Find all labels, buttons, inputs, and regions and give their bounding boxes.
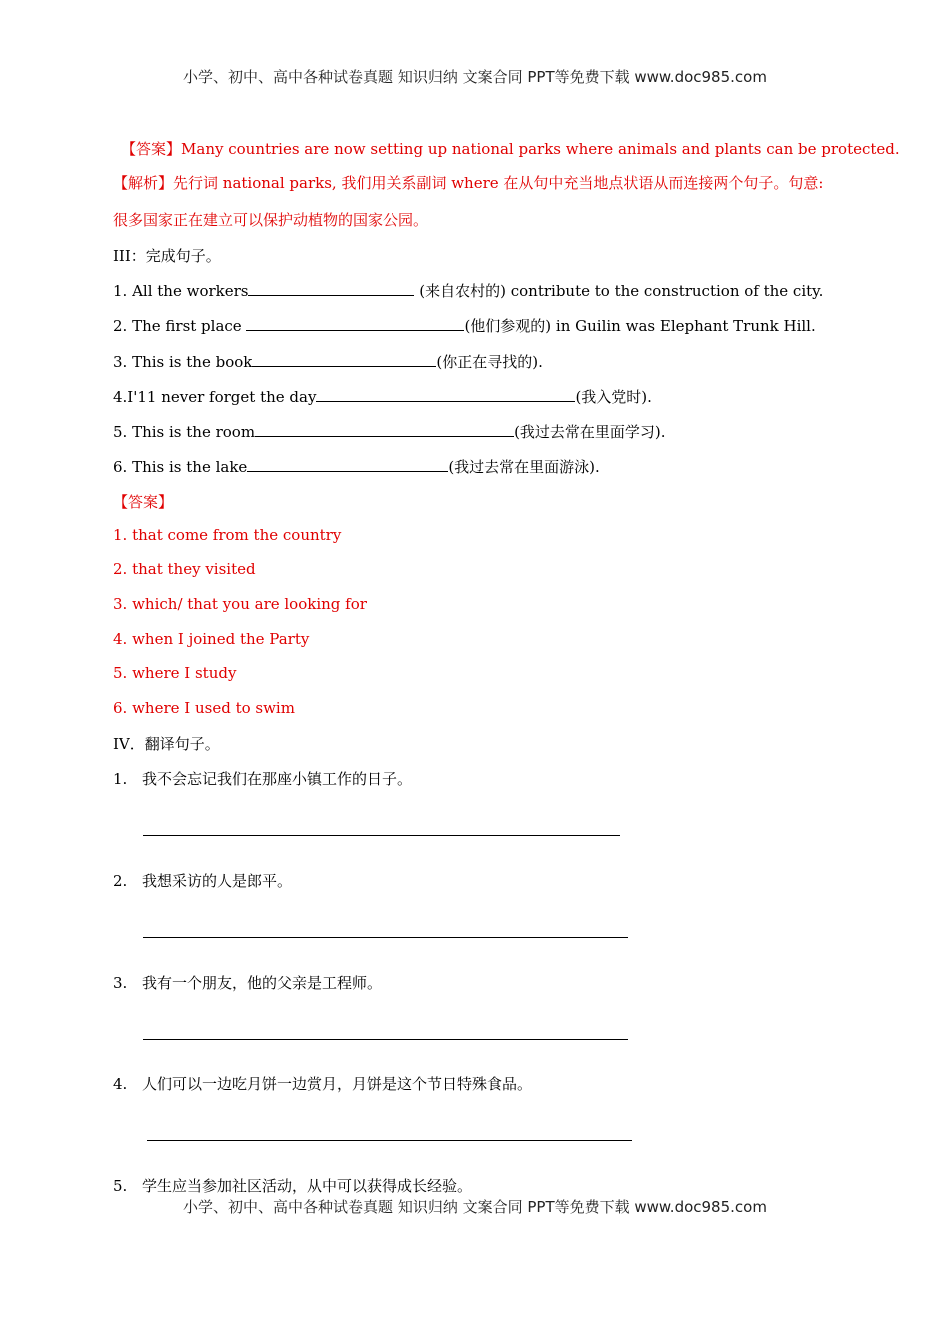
item-number: 1. <box>113 770 128 788</box>
answer-text: Many countries are now setting up national parks where animals and plants can be protected. <box>181 140 900 158</box>
answer-blank[interactable] <box>246 316 464 331</box>
translate-item-5 <box>113 1175 472 1196</box>
answer-line[interactable] <box>143 1038 628 1040</box>
answer-line[interactable] <box>143 834 620 836</box>
question-text: 2. The first place <box>113 317 247 335</box>
item-number: 2. <box>113 872 128 890</box>
item-text: 我不会忘记我们在那座小镇工作的日子。 <box>142 770 413 788</box>
question-text: 4.I'11 never forget the day <box>113 388 317 406</box>
question-text: 1. All the workers <box>113 282 249 300</box>
translate-item-4 <box>113 1073 532 1094</box>
question-hint: (你正在寻找的). <box>436 353 543 371</box>
analysis-tag: 【解析】 <box>113 174 174 192</box>
page-header: 小学、初中、高中各种试卷真题 知识归纳 文案合同 PPT等免费下载 www.doc985.com <box>183 68 767 86</box>
item-text: 人们可以一边吃月饼一边赏月，月饼是这个节日特殊食品。 <box>142 1075 533 1093</box>
answer-blank[interactable] <box>316 387 575 402</box>
item-text: 学生应当参加社区活动，从中可以获得成长经验。 <box>142 1177 473 1195</box>
answer-item: 3. which/ that you are looking for <box>113 595 367 613</box>
answer-item: 2. that they visited <box>113 560 256 578</box>
question-hint: (我过去常在里面游泳). <box>448 458 600 476</box>
question-6 <box>113 456 600 477</box>
question-text: 3. This is the book <box>113 353 253 371</box>
answer-item: 4. when I joined the Party <box>113 630 310 648</box>
question-text: 6. This is the lake <box>113 458 248 476</box>
answer-item: 6. where I used to swim <box>113 699 295 717</box>
translate-item-2 <box>113 870 292 891</box>
analysis-line-1 <box>113 172 823 193</box>
item-number: 5. <box>113 1177 128 1195</box>
page-footer: 小学、初中、高中各种试卷真题 知识归纳 文案合同 PPT等免费下载 www.doc985.com <box>183 1198 767 1216</box>
question-text: 5. This is the room <box>113 423 256 441</box>
question-hint: (我过去常在里面学习). <box>514 423 666 441</box>
answer-blank[interactable] <box>252 352 436 367</box>
question-hint: (来自农村的) contribute to the construction of the city. <box>414 282 824 300</box>
question-hint: (我入党时). <box>575 388 652 406</box>
question-1 <box>113 280 823 301</box>
analysis-line-2: 很多国家正在建立可以保护动植物的国家公园。 <box>113 211 429 229</box>
answer-item: 5. where I study <box>113 664 237 682</box>
answer-item: 1. that come from the country <box>113 526 342 544</box>
item-number: 3. <box>113 974 128 992</box>
item-number: 4. <box>113 1075 128 1093</box>
question-hint: (他们参观的) in Guilin was Elephant Trunk Hill. <box>464 317 816 335</box>
translate-item-1 <box>113 768 412 789</box>
item-text: 我想采访的人是郎平。 <box>142 872 293 890</box>
question-3 <box>113 351 543 372</box>
question-4 <box>113 386 652 407</box>
answer-blank[interactable] <box>247 457 448 472</box>
question-5 <box>113 421 666 442</box>
analysis-text-1: 先行词 national parks, 我们用关系副词 where 在从句中充当地点状语从而连接两个句子。句意: <box>173 174 824 192</box>
section-3-title: III：完成句子。 <box>113 247 221 265</box>
question-2 <box>113 315 816 336</box>
answer-blank[interactable] <box>255 422 514 437</box>
translate-item-3 <box>113 972 382 993</box>
answer-tag: 【答案】 <box>121 140 182 158</box>
answer-line[interactable] <box>143 936 628 938</box>
answer-blank[interactable] <box>248 281 414 296</box>
answer-heading: 【答案】 <box>113 493 174 511</box>
prev-answer <box>121 138 900 159</box>
section-4-title: IV．翻译句子。 <box>113 735 220 753</box>
answer-line[interactable] <box>147 1139 632 1141</box>
item-text: 我有一个朋友，他的父亲是工程师。 <box>142 974 383 992</box>
